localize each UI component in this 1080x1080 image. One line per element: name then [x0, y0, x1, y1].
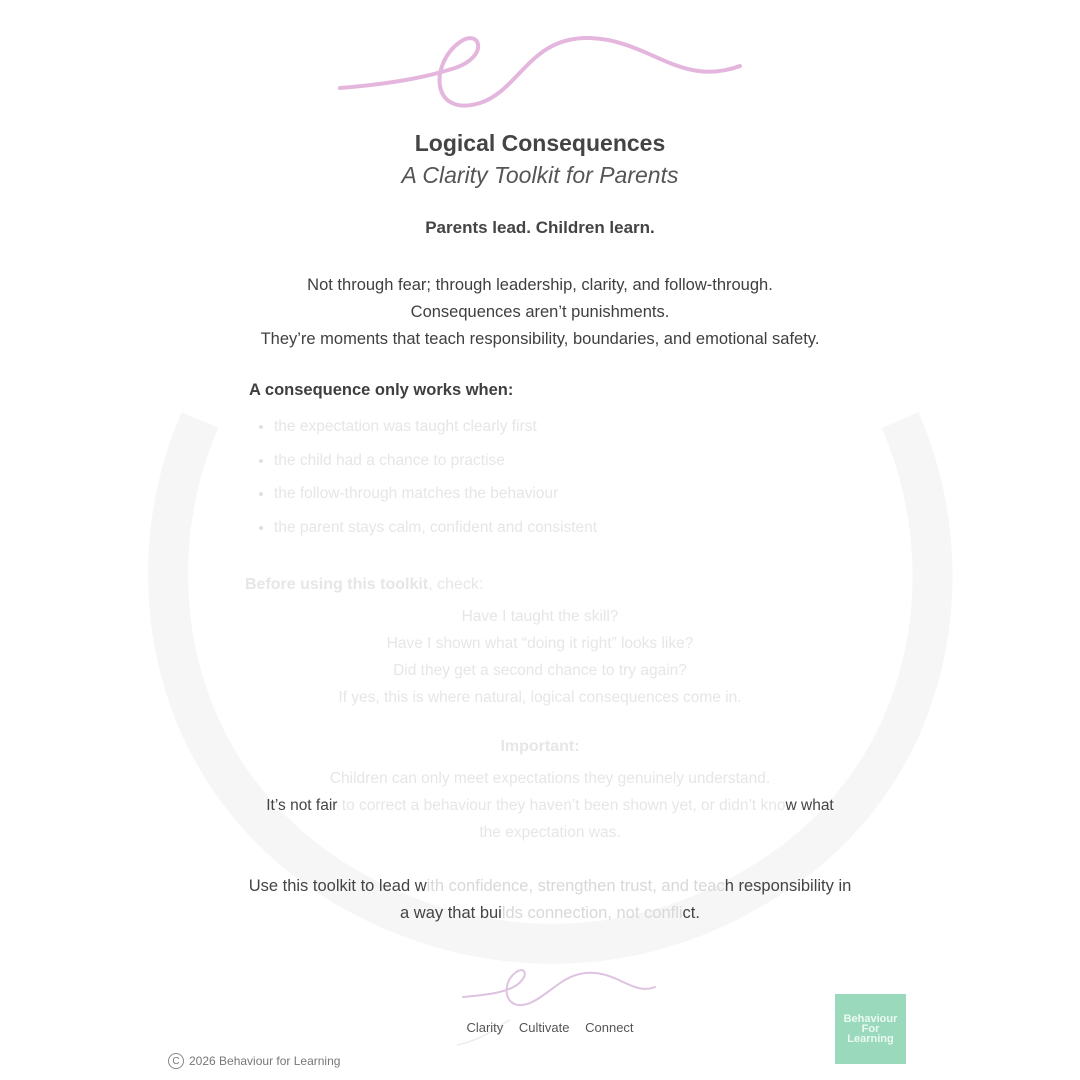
- swirl-decoration-footer: [455, 965, 665, 1050]
- list-item: • the expectation was taught clearly first: [274, 410, 874, 444]
- list-item: • the parent stays calm, confident and consistent: [274, 511, 874, 545]
- closing-text-start: a way that bui: [400, 904, 502, 922]
- important-text-start: It’s not fair: [266, 797, 338, 814]
- brand-logo: [835, 994, 906, 1064]
- before-heading: [245, 576, 483, 594]
- conditions-list: [249, 410, 874, 544]
- before-heading-rest: , check:: [428, 576, 484, 593]
- list-item: • the child had a chance to practise: [274, 444, 874, 478]
- important-text-mid: to correct a behaviour they haven’t been shown yet, or didn’t kno: [337, 797, 786, 814]
- logo-line: For: [861, 1023, 880, 1035]
- swirl-decoration-top: [330, 28, 750, 118]
- important-line: [240, 792, 860, 819]
- closing-text-end: ct.: [682, 904, 700, 922]
- important-line: Children can only meet expectations they genuinely understand.: [329, 770, 771, 787]
- footer-link-clarity: Clarity: [466, 1020, 504, 1035]
- important-text-end: w what: [785, 797, 834, 814]
- conditions-heading: A consequence only works when:: [249, 381, 514, 399]
- check-line: Have I taught the skill?: [461, 608, 619, 625]
- closing-text-end: h responsibility in: [724, 877, 852, 895]
- intro-line: Not through fear; through leadership, clarity, and follow-through.: [307, 276, 773, 294]
- footer-link-connect: Connect: [585, 1020, 634, 1035]
- page-subtitle: A Clarity Toolkit for Parents: [401, 162, 679, 188]
- copyright-icon: C: [168, 1053, 184, 1069]
- intro-line: Consequences aren’t punishments.: [410, 303, 670, 321]
- checklist: [0, 603, 1080, 711]
- closing-text-mid: lds connection, not confli: [501, 904, 683, 922]
- list-item: • the follow-through matches the behaviour: [274, 477, 874, 511]
- important-body: [240, 765, 860, 846]
- closing-text-start: Use this toolkit to lead w: [248, 877, 427, 895]
- closing-line: [240, 873, 860, 900]
- check-line: Did they get a second chance to try again?: [393, 662, 687, 679]
- tagline: Parents lead. Children learn.: [425, 218, 655, 237]
- before-heading-bold: Before using this toolkit: [245, 576, 429, 593]
- check-line: If yes, this is where natural, logical consequences come in.: [338, 689, 742, 706]
- page-title: Logical Consequences: [414, 130, 666, 156]
- important-line: the expectation was.: [479, 824, 621, 841]
- closing-text-mid: ith confidence, strengthen trust, and teac: [426, 877, 725, 895]
- logo-line: Behaviour: [843, 1013, 898, 1025]
- important-label: Important:: [500, 738, 580, 755]
- closing-line: [240, 900, 860, 927]
- footer-links: [440, 1020, 660, 1035]
- copyright: [168, 1053, 340, 1069]
- intro-paragraph: [0, 272, 1080, 353]
- closing-paragraph: [240, 873, 860, 927]
- copyright-text: 2026 Behaviour for Learning: [189, 1054, 341, 1068]
- intro-line: They’re moments that teach responsibility, boundaries, and emotional safety.: [260, 330, 820, 348]
- footer-link-cultivate: Cultivate: [518, 1020, 570, 1035]
- logo-line: Learning: [847, 1033, 894, 1045]
- check-line: Have I shown what “doing it right” looks like?: [386, 635, 694, 652]
